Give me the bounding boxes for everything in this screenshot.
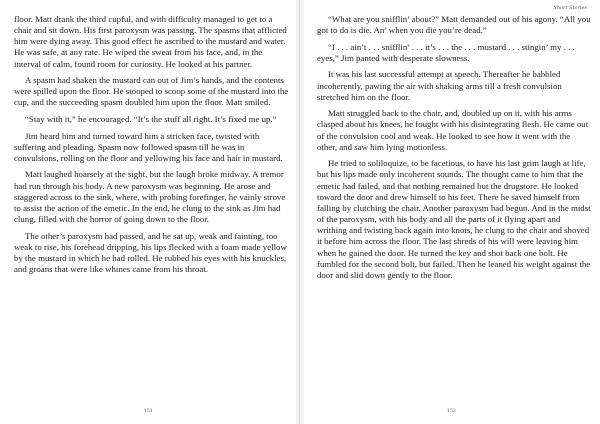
paragraph: The other’s paroxysm had passed, and he sat up, weak and fainting, too weak to rise, his forehead dripping, his lips flecked with a foam made yellow by the mustard in which he had rolled. He rubbed his eyes with his knuckles, and groans that were like whines came from his throat. [14,230,287,275]
left-page [0,0,296,424]
paragraph: “What are you snifflin’ about?” Matt demanded out of his agony. “All you got to do is die. An’ when you die you’re dead.” [317,14,591,36]
paragraph: Jim heard him and turned toward him a stricken face, twisted with suffering and pleading. Spasm now followed spasm till he was in convulsions, rolling on the floor and yellowing his face and hair in mustard. [14,130,283,163]
paragraph: “I . . . ain’t . . . snifflin’ . . . it’s . . . the . . . mustard . . . stingin’ my . . . eyes,” Jim panted with desperate slowness. [317,41,575,63]
paragraph: He tried to soliloquize, to be facetious, to have his last grim laugh at life, but his lips made only incoherent sounds. The thought came to him that the emetic had failed, and that nothing remained but the drugstore. He looked toward the door and drew himself to his feet. There he saved himself from falling by clutching the chair. Another paroxysm had begun. And in the midst of the paroxysm, with his body and all the parts of it flying apart and writhing and twisting back again into knots, he clung to the chair and shoved it before him across the floor. The last shreds of his will were leaving him when he gained the door. He turned the key and shot back one bolt. He fumbled for the second bolt, but failed. Then he leaned his weight against the door and slid down gently to the floor. [317,158,591,280]
page-number: 151 [144,409,153,414]
paragraph: It was his last successful attempt at speech. Thereafter he babbled incoherently, pawing the air with shaking arms till a fresh convulsion stretched him on the floor. [317,69,562,102]
paragraph: A spasm had shaken the mustard can out of Jim’s hands, and the contents were spilled upon the floor. He stooped to scoop some of the mustard into the cup, and the succeeding spasm doubled him upon the floor. Matt smiled. [14,75,289,108]
left-page-text [14,14,290,281]
book-gutter [296,0,304,424]
right-page-text [317,14,591,286]
paragraph: floor. Matt drank the third cupful, and with difficulty managed to get to a chair and sit down. His first paroxysm was passing. The spasms that afflicted him were dying away. This good effect he ascribed to the mustard and water. He was safe, at any rate. He wiped the sweat from his face, and, in the interval of calm, found room for curiosity. He looked at his partner. [14,14,287,69]
running-head: Short Stories [553,5,587,11]
page-number: 152 [447,409,456,414]
paragraph: “Stay with it,” he encouraged. “It’s the stuff all right. It’s fixed me up.” [25,114,277,125]
paragraph: Matt struggled back to the chair, and, doubled up on it, with his arms clasped about his knees, he fought with his disintegrating flesh. He came out of the convulsion cool and weak. He looked to see how it went with the other, and saw him lying motionless. [317,108,589,152]
paragraph: Matt laughed hoarsely at the sight, but the laugh broke midway. A tremor had run through his body. A new paroxysm was beginning. He arose and staggered across to the sink, where, with probing forefinger, he vainly strove to assist the action of the emetic. In the end, he clung to the sink as Jim had clung, filled with the horror of going down to the floor. [14,169,286,225]
right-page [304,0,600,424]
